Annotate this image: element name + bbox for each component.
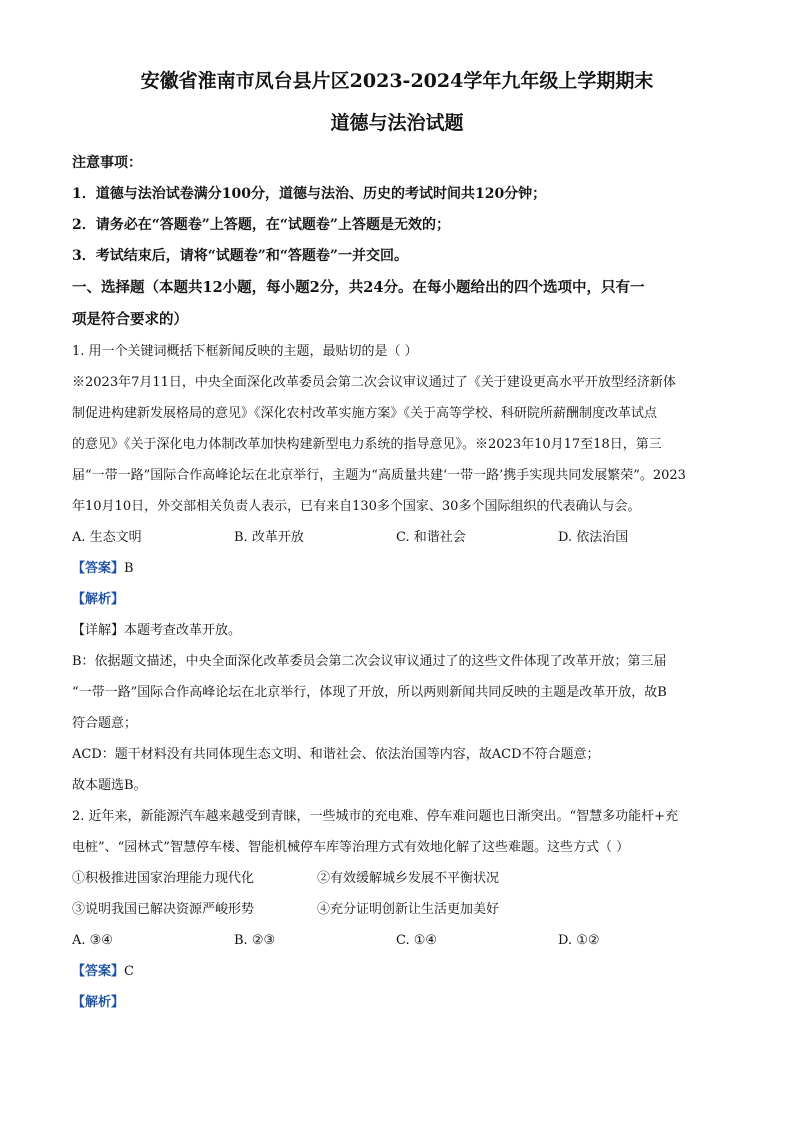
question-1 [72,336,722,801]
analysis-line [72,987,722,1018]
question-stem-cont: 电桩”、“园林式”智慧停车楼、智能机械停车库等治理方式有效地化解了这些难题。这些方式（ ） [72,840,630,855]
option-d: D. ①② [558,933,600,948]
question-stem: 1. 用一个关键词概括下框新闻反映的主题，最贴切的是（ ） [72,344,418,359]
statement-choices [72,894,722,925]
answer-options [72,925,722,956]
section-heading: 一、选择题（本题共12小题，每小题2分，共24分。在每小题给出的四个选项中，只有一 [72,279,645,296]
note-item: 3．考试结束后，请将“试题卷”和“答题卷”一并交回。 [72,248,408,264]
explanation-line: 故本题选B。 [72,778,147,793]
notes-section [72,148,722,272]
explanation-line: 符合题意； [72,716,138,731]
section-heading-cont: 项是符合要求的） [72,311,188,328]
answer-tag: 【答案】 [72,561,125,576]
material-line: 制促进构建新发展格局的意见》《深化农村改革实施方案》《关于高等学校、科研院所薪酬制度改革试点 [72,406,658,421]
statement-choices [72,863,722,894]
note-item: 1．道德与法治试卷满分100分，道德与法治、历史的考试时间共120分钟； [72,186,547,202]
option-a: A. 生态文明 [72,530,142,545]
analysis-line [72,584,722,615]
answer-options [72,522,722,553]
explanation-line: “一带一路”国际合作高峰论坛在北京举行，体现了开放，所以两则新闻共同反映的主题是改革开放，故B [72,685,667,700]
analysis-tag: 【解析】 [72,995,125,1010]
material-line: 年10月10日，外交部相关负责人表示，已有来自130多个国家、30多个国际组织的代表确认与会。 [72,499,641,514]
choice-4: ④充分证明创新让生活更加美好 [317,902,500,917]
explanation-line: B：依据题文描述，中央全面深化改革委员会第二次会议审议通过了的这些文件体现了改革开放；第三届 [72,654,667,669]
option-c: C. ①④ [396,933,438,948]
detail-text: 本题考查改革开放。 [124,623,242,638]
explanation-line: ACD：题干材料没有共同体现生态文明、和谐社会、依法治国等内容，故ACD不符合题意； [72,747,600,762]
option-b: B. ②③ [234,933,276,948]
answer-line [72,956,722,987]
question-stem: 2. 近年来，新能源汽车越来越受到青睐，一些城市的充电难、停车难问题也日渐突出。“智慧多功能杆+充 [72,809,679,824]
detail-tag: 【详解】 [72,623,125,638]
answer-line [72,553,722,584]
material-line: ※2023年7月11日，中央全面深化改革委员会第二次会议审议通过了《关于建设更高水平开放型经济新体 [72,375,676,390]
answer-value: C [124,964,134,979]
material-line: 届“一带一路”国际合作高峰论坛在北京举行，主题为“高质量共建‘一带一路’携手实现共同发展繁荣”。2023 [72,468,686,483]
choice-1: ①积极推进国家治理能力现代化 [72,871,255,886]
answer-tag: 【答案】 [72,964,125,979]
option-a: A. ③④ [72,933,113,948]
note-item: 2．请务必在“答题卷”上答题，在“试题卷”上答题是无效的； [72,217,450,233]
document-page [72,60,722,1018]
document-title: 安徽省淮南市凤台县片区2023-2024学年九年级上学期期末 [140,70,654,92]
material-line: 的意见》《关于深化电力体制改革加快构建新型电力系统的指导意见》。※2023年10月17至18日，第三 [72,437,662,452]
answer-value: B [124,561,134,576]
notes-heading: 注意事项： [72,155,142,171]
analysis-tag: 【解析】 [72,592,125,607]
detail-line [72,615,722,646]
option-b: B. 改革开放 [234,530,304,545]
option-d: D. 依法治国 [558,530,629,545]
choice-3: ③说明我国已解决资源严峻形势 [72,902,255,917]
question-2 [72,801,722,1018]
choice-2: ②有效缓解城乡发展不平衡状况 [317,871,500,886]
document-subtitle: 道德与法治试题 [330,112,464,134]
option-c: C. 和谐社会 [396,530,466,545]
